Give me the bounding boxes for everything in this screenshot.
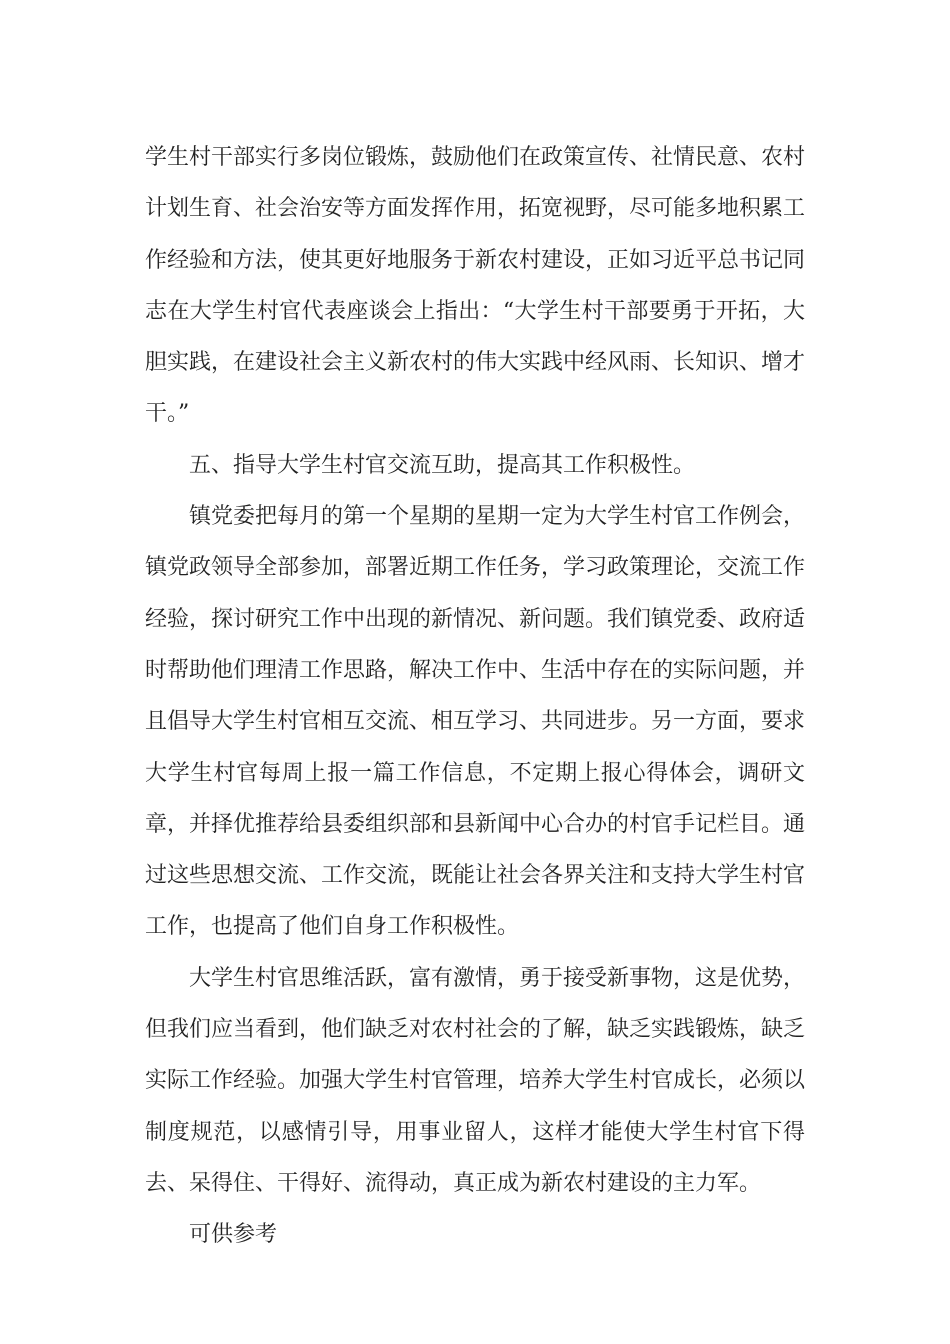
document-page [145,132,805,1261]
section-heading-5: 五、指导大学生村官交流互助，提高其工作积极性。 [189,452,696,478]
closing-note: 可供参考 [189,1222,278,1248]
body-paragraph-2: 镇党委把每月的第一个星期的星期一定为大学生村官工作例会，镇党政领导全部参加，部署近期工作任务，学习政策理论，交流工作经验，探讨研究工作中出现的新情况、新问题。我们镇党委、政府适时帮助他们理清工作思路，解决工作中、生活中存在的实际问题，并且倡导大学生村官相互交流、相互学习、共同进步。另一方面，要求大学生村官每周上报一篇工作信息，不定期上报心得体会，调研文章，并择优推荐给县委组织部和县新闻中心合办的村官手记栏目。通过这些思想交流、工作交流，既能让社会各界关注和支持大学生村官工作，也提高了他们自身工作积极性。 [145,504,806,940]
body-paragraph-3: 大学生村官思维活跃，富有激情，勇于接受新事物，这是优势，但我们应当看到，他们缺乏对农村社会的了解，缺乏实践锻炼，缺乏实际工作经验。加强大学生村官管理，培养大学生村官成长，必须以制度规范，以感情引导，用事业留人，这样才能使大学生村官下得去、呆得住、干得好、流得动，真正成为新农村建设的主力军。 [145,965,806,1196]
body-paragraph-1: 学生村干部实行多岗位锻炼，鼓励他们在政策宣传、社情民意、农村计划生育、社会治安等方面发挥作用，拓宽视野，尽可能多地积累工作经验和方法，使其更好地服务于新农村建设，正如习近平总书记同志在大学生村官代表座谈会上指出：“大学生村干部要勇于开拓，大胆实践，在建设社会主义新农村的伟大实践中经风雨、长知识、增才干。” [145,145,806,427]
